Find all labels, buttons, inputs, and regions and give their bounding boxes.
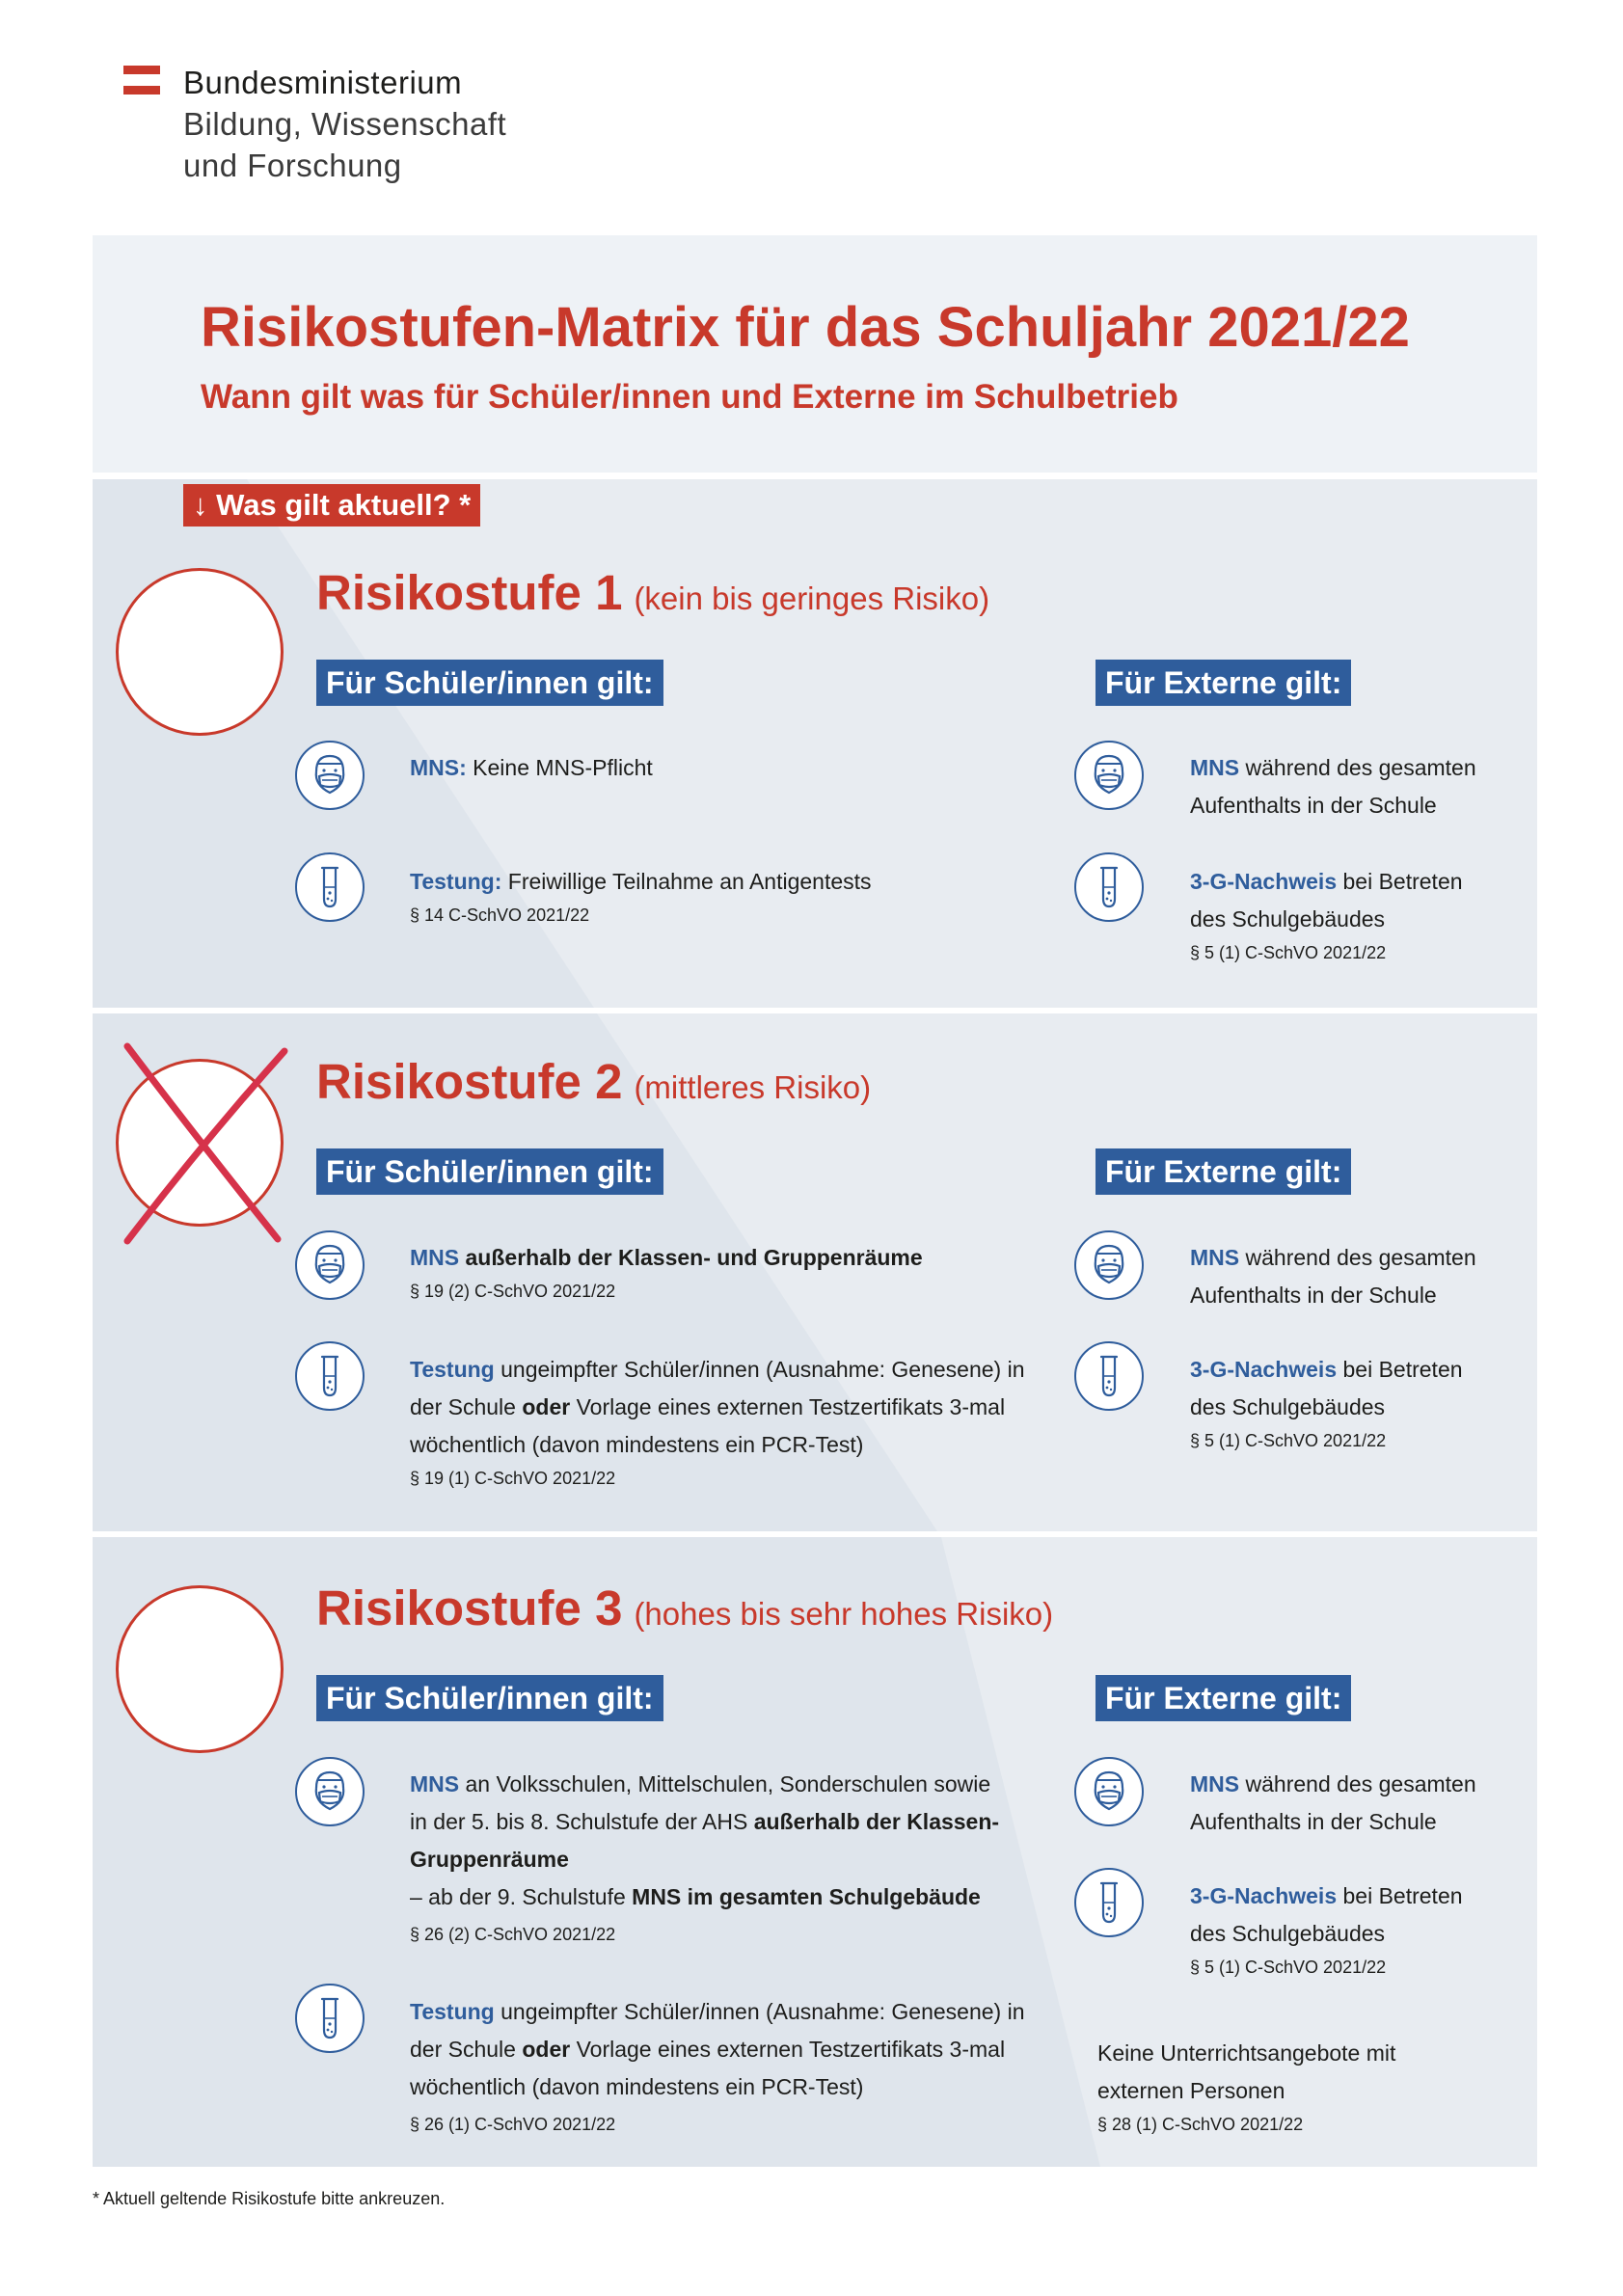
face-mask-icon: [1074, 741, 1144, 810]
cross-mark-icon: [106, 1037, 299, 1249]
level-1-externals-test: 3-G-Nachweis bei Betreten des Schulgebäudes § 5 (1) C-SchVO 2021/22: [1190, 863, 1518, 967]
level-3-students-mask: MNS an Volksschulen, Mittelschulen, Sonderschulen sowie in der 5. bis 8. Schulstufe der AHS außerhalb der Klassen- Gruppenräume – ab der 9. Schulstufe MNS im gesamten Schulgebäude § 26 (2) C-SchVO 2021/22: [410, 1766, 1066, 1949]
level-1-externals-mask: MNS während des gesamten Aufenthalts in der Schule: [1190, 755, 1476, 818]
level-1-desc: (kein bis geringes Risiko): [634, 581, 990, 616]
test-tube-icon: [1074, 852, 1144, 922]
level-3-externals-extra: Keine Unterrichtsangebote mit externen Personen § 28 (1) C-SchVO 2021/22: [1097, 2035, 1522, 2139]
level-2-desc: (mittleres Risiko): [634, 1069, 872, 1105]
level-1-title: [316, 564, 989, 621]
level-1-name: Risikostufe 1: [316, 565, 623, 620]
face-mask-icon: [295, 1230, 365, 1300]
face-mask-icon: [1074, 1757, 1144, 1826]
level-3-externals-label: Für Externe gilt:: [1096, 1675, 1351, 1721]
level-3-externals-mask: MNS während des gesamten Aufenthalts in der Schule: [1190, 1771, 1476, 1834]
level-3-externals-extra-ref: § 28 (1) C-SchVO 2021/22: [1097, 2115, 1304, 2134]
test-tube-icon: [1074, 1341, 1144, 1411]
test-tube-icon: [295, 1341, 365, 1411]
level-1-checkbox[interactable]: [116, 568, 284, 736]
ministry-logo-text: [183, 62, 506, 186]
level-3-students-test-ref: § 26 (1) C-SchVO 2021/22: [410, 2115, 616, 2134]
face-mask-icon: [295, 741, 365, 810]
level-3-title: [316, 1580, 1053, 1636]
test-tube-icon: [1074, 1868, 1144, 1937]
level-3-checkbox[interactable]: [116, 1585, 284, 1753]
level-3-desc: (hohes bis sehr hohes Risiko): [634, 1596, 1054, 1632]
face-mask-icon: [295, 1757, 365, 1826]
footnote: * Aktuell geltende Risikostufe bitte ankreuzen.: [93, 2189, 446, 2208]
test-tube-icon: [295, 1984, 365, 2053]
level-2-students-label: Für Schüler/innen gilt:: [316, 1148, 663, 1195]
level-1-students-test: Testung: Freiwillige Teilnahme an Antigentests § 14 C-SchVO 2021/22: [410, 863, 1066, 930]
level-2-students-test: Testung ungeimpfter Schüler/innen (Ausnahme: Genesene) in der Schule oder Vorlage eines externen Testzertifikats 3-mal wöchentlich (davon mindestens ein PCR-Test) § 19 (1) C-SchVO 2021/22: [410, 1351, 1066, 1493]
level-2-title: [316, 1053, 871, 1110]
level-3-students-test: Testung ungeimpfter Schüler/innen (Ausnahme: Genesene) in der Schule oder Vorlage eines externen Testzertifikats 3-mal wöchentlich (davon mindestens ein PCR-Test) § 26 (1) C-SchVO 2021/22: [410, 1993, 1066, 2139]
level-2-students-test-ref: § 19 (1) C-SchVO 2021/22: [410, 1469, 616, 1488]
test-tube-icon: [295, 852, 365, 922]
current-level-tag: ↓ Was gilt aktuell? *: [183, 484, 480, 527]
level-3-externals-test-ref: § 5 (1) C-SchVO 2021/22: [1190, 1958, 1387, 1977]
level-1-students-mask: MNS: Keine MNS-Pflicht: [410, 755, 653, 780]
level-2-name: Risikostufe 2: [316, 1054, 623, 1109]
page-subtitle: Wann gilt was für Schüler/innen und Externe im Schulbetrieb: [201, 378, 1178, 416]
face-mask-icon: [1074, 1230, 1144, 1300]
ministry-flag-icon-top: [123, 66, 160, 74]
ministry-line-2: Bildung, Wissenschaft: [183, 106, 507, 142]
level-1-students-label: Für Schüler/innen gilt:: [316, 660, 663, 706]
level-1-students-test-ref: § 14 C-SchVO 2021/22: [410, 905, 590, 925]
level-2-students-mask-ref: § 19 (2) C-SchVO 2021/22: [410, 1282, 616, 1301]
ministry-flag-icon-bottom: [123, 86, 160, 95]
level-3-name: Risikostufe 3: [316, 1580, 623, 1635]
level-3-externals-test: 3-G-Nachweis bei Betreten des Schulgebäudes § 5 (1) C-SchVO 2021/22: [1190, 1877, 1518, 1982]
level-2-externals-test-ref: § 5 (1) C-SchVO 2021/22: [1190, 1431, 1387, 1450]
level-2-students-mask: MNS außerhalb der Klassen- und Gruppenräume § 19 (2) C-SchVO 2021/22: [410, 1239, 1066, 1306]
level-2-externals-mask: MNS während des gesamten Aufenthalts in der Schule: [1190, 1245, 1476, 1308]
level-2-externals-test: 3-G-Nachweis bei Betreten des Schulgebäudes § 5 (1) C-SchVO 2021/22: [1190, 1351, 1518, 1455]
level-2-externals-label: Für Externe gilt:: [1096, 1148, 1351, 1195]
level-1-externals-label: Für Externe gilt:: [1096, 660, 1351, 706]
ministry-line-1: Bundesministerium: [183, 65, 463, 100]
ministry-line-3: und Forschung: [183, 148, 402, 183]
ministry-flag-icon-middle: [123, 77, 160, 86]
level-1-externals-test-ref: § 5 (1) C-SchVO 2021/22: [1190, 943, 1387, 962]
level-3-students-label: Für Schüler/innen gilt:: [316, 1675, 663, 1721]
level-3-students-mask-ref: § 26 (2) C-SchVO 2021/22: [410, 1925, 616, 1944]
page-title: Risikostufen-Matrix für das Schuljahr 2021/22: [201, 296, 1410, 359]
